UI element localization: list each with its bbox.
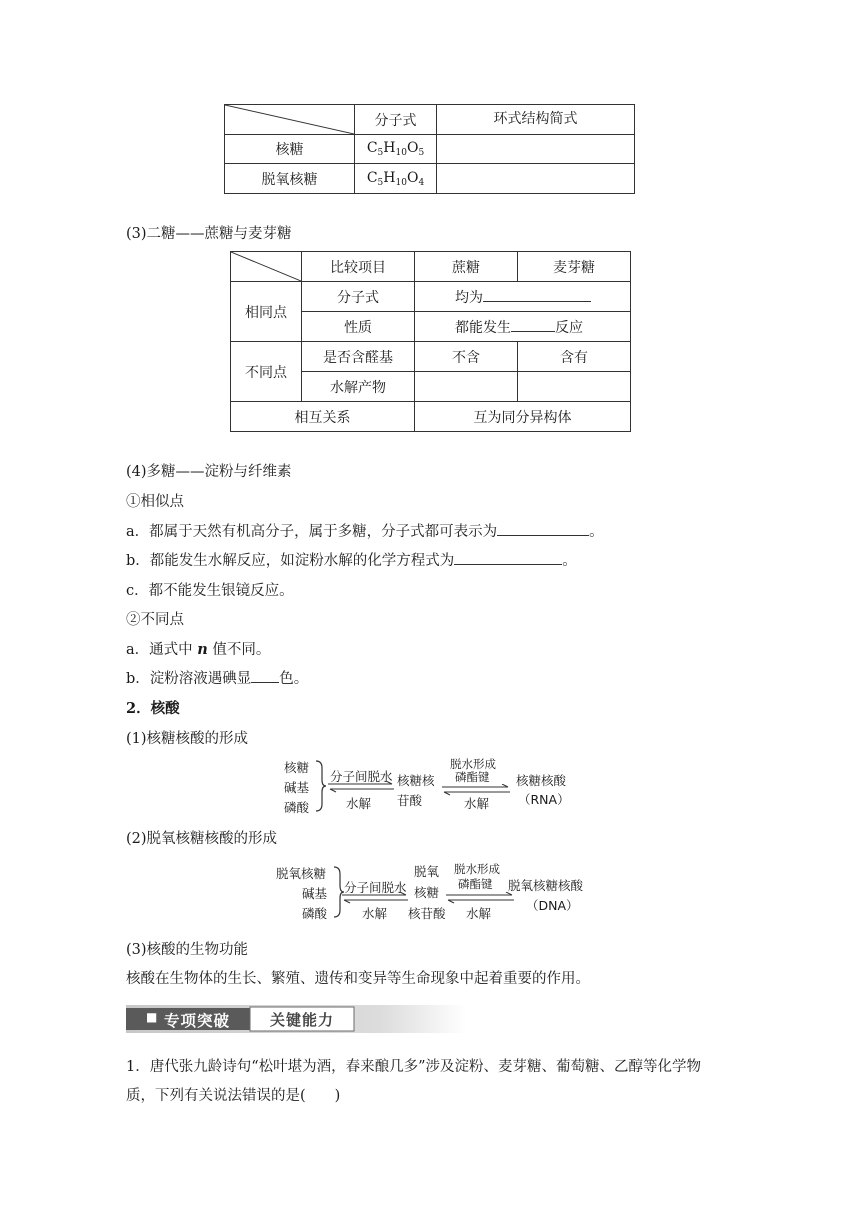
- table2-aldehyde-maltose: 含有: [518, 342, 631, 372]
- dna-left-3: 磷酸: [302, 906, 328, 921]
- dna-title: (2)脱氧核糖核酸的形成: [126, 831, 278, 847]
- table2-corner-cell: [231, 252, 302, 282]
- table2-hydrolysis-sucrose: [415, 372, 518, 402]
- function-text: 核酸在生物体的生长、繁殖、遗传和变异等生命现象中起着重要的作用。: [126, 971, 590, 987]
- dna-right-2: （DNA）: [526, 898, 579, 913]
- table2-header-maltose: 麦芽糖: [518, 252, 631, 282]
- diff-b-blank: [251, 668, 279, 683]
- banner-left-label: 专项突破: [164, 1012, 231, 1030]
- rna-arrow2-top-1: 脱水形成: [450, 757, 496, 771]
- table1-header-formula: 分子式: [355, 105, 437, 135]
- rna-left-2: 碱基: [284, 780, 310, 795]
- table2-header-sucrose: 蔗糖: [415, 252, 518, 282]
- disaccharide-table: [230, 251, 631, 432]
- rna-title: (1)核糖核酸的形成: [126, 731, 249, 747]
- similar-b: b．都能发生水解反应，如淀粉水解的化学方程式为 。: [126, 549, 577, 570]
- rna-mid-1: 核糖核: [397, 773, 435, 788]
- rna-brace-icon: [314, 760, 326, 812]
- table2-relation-label: 相互关系: [231, 402, 415, 432]
- rna-left-3: 磷酸: [284, 800, 310, 815]
- table1-row-ribose-structure: [437, 135, 635, 164]
- table1-row-deoxyribose-formula: $C_5H_{10}O_4$: [355, 164, 437, 194]
- dna-right-1: 脱氧核糖核酸: [508, 878, 584, 893]
- dna-arrow2-icon: [444, 892, 516, 904]
- banner-marker: ■: [146, 1010, 158, 1024]
- rna-mid-2: 苷酸: [397, 793, 423, 808]
- question1-line1: 1．唐代张九龄诗句“松叶堪为酒，春来酿几多”涉及淀粉、麦芽糖、葡萄糖、乙醇等化学物: [126, 1059, 702, 1075]
- table1-row-deoxyribose-structure: [437, 164, 635, 194]
- dna-arrow1-bottom: 水解: [362, 906, 388, 921]
- table1-row-ribose-formula: $C_5H_{10}O_5$: [355, 135, 437, 164]
- dna-mid-3: 核苷酸: [408, 906, 446, 921]
- table1-row-deoxyribose-name: 脱氧核糖: [225, 164, 355, 194]
- table2-diff-label: 不同点: [231, 342, 302, 402]
- table1-row-ribose-name: 核糖: [225, 135, 355, 164]
- diff-title: ②不同点: [126, 612, 184, 628]
- dna-mid-1: 脱氧: [414, 864, 440, 879]
- rna-arrow1-icon: [326, 781, 396, 793]
- table2-hydrolysis-label: 水解产物: [302, 372, 415, 402]
- banner-right-label: 关键能力: [270, 1011, 335, 1029]
- nucleic-title: 2．核酸: [126, 700, 180, 717]
- table2-formula-label: 分子式: [302, 282, 415, 312]
- property-blank: [511, 317, 555, 332]
- table2-property-value: 都能发生 反应: [415, 312, 631, 342]
- rna-arrow1-bottom: 水解: [346, 796, 372, 811]
- rna-right-2: （RNA）: [518, 792, 570, 807]
- dna-arrow2-bottom: 水解: [466, 906, 492, 921]
- table1-header-structure: 环式结构简式: [437, 105, 635, 135]
- table2-hydrolysis-maltose: [518, 372, 631, 402]
- table2-header-item: 比较项目: [302, 252, 415, 282]
- rna-arrow2-top-2: 磷酯键: [455, 770, 490, 784]
- dna-arrow2-top-2: 磷酯键: [458, 877, 493, 891]
- diff-a: a．通式中 n 值不同。: [126, 641, 271, 658]
- rna-arrow1-top: 分子间脱水: [330, 769, 393, 784]
- function-title: (3)核酸的生物功能: [126, 942, 249, 958]
- similar-title: ①相似点: [126, 494, 184, 510]
- section4-title: (4)多糖——淀粉与纤维素: [126, 464, 292, 480]
- monosaccharide-table: [224, 104, 635, 194]
- rna-formation-diagram: [282, 756, 592, 816]
- diff-b: b．淀粉溶液遇碘显 色。: [126, 667, 308, 688]
- dna-mid-2: 核糖: [414, 885, 440, 900]
- table2-formula-value: 均为: [415, 282, 631, 312]
- dna-formation-diagram: [274, 858, 624, 924]
- dna-left-2: 碱基: [302, 886, 328, 901]
- table2-relation-value: 互为同分异构体: [415, 402, 631, 432]
- similar-a: a．都属于天然有机高分子，属于多糖，分子式都可表示为 。: [126, 520, 604, 541]
- question1-line2: 质，下列有关说法错误的是( ): [126, 1088, 341, 1104]
- table1-corner-cell: [225, 105, 355, 135]
- table2-aldehyde-sucrose: 不含: [415, 342, 518, 372]
- dna-arrow1-icon: [340, 892, 410, 904]
- rna-left-1: 核糖: [284, 760, 310, 775]
- table2-same-label: 相同点: [231, 282, 302, 342]
- rna-right-1: 核糖核酸: [516, 773, 567, 788]
- formula-blank: [483, 287, 591, 302]
- dna-arrow1-top: 分子间脱水: [344, 880, 407, 895]
- dna-arrow2-top-1: 脱水形成: [454, 862, 500, 876]
- similar-c: c．都不能发生银镜反应。: [126, 583, 294, 599]
- table2-property-label: 性质: [302, 312, 415, 342]
- section-banner: [126, 1002, 466, 1036]
- table2-aldehyde-label: 是否含醛基: [302, 342, 415, 372]
- similar-a-blank: [497, 521, 589, 536]
- rna-arrow2-bottom: 水解: [464, 796, 490, 811]
- dna-left-1: 脱氧核糖: [276, 866, 327, 881]
- similar-b-blank: [454, 550, 562, 565]
- section3-title: (3)二糖——蔗糖与麦芽糖: [126, 226, 292, 242]
